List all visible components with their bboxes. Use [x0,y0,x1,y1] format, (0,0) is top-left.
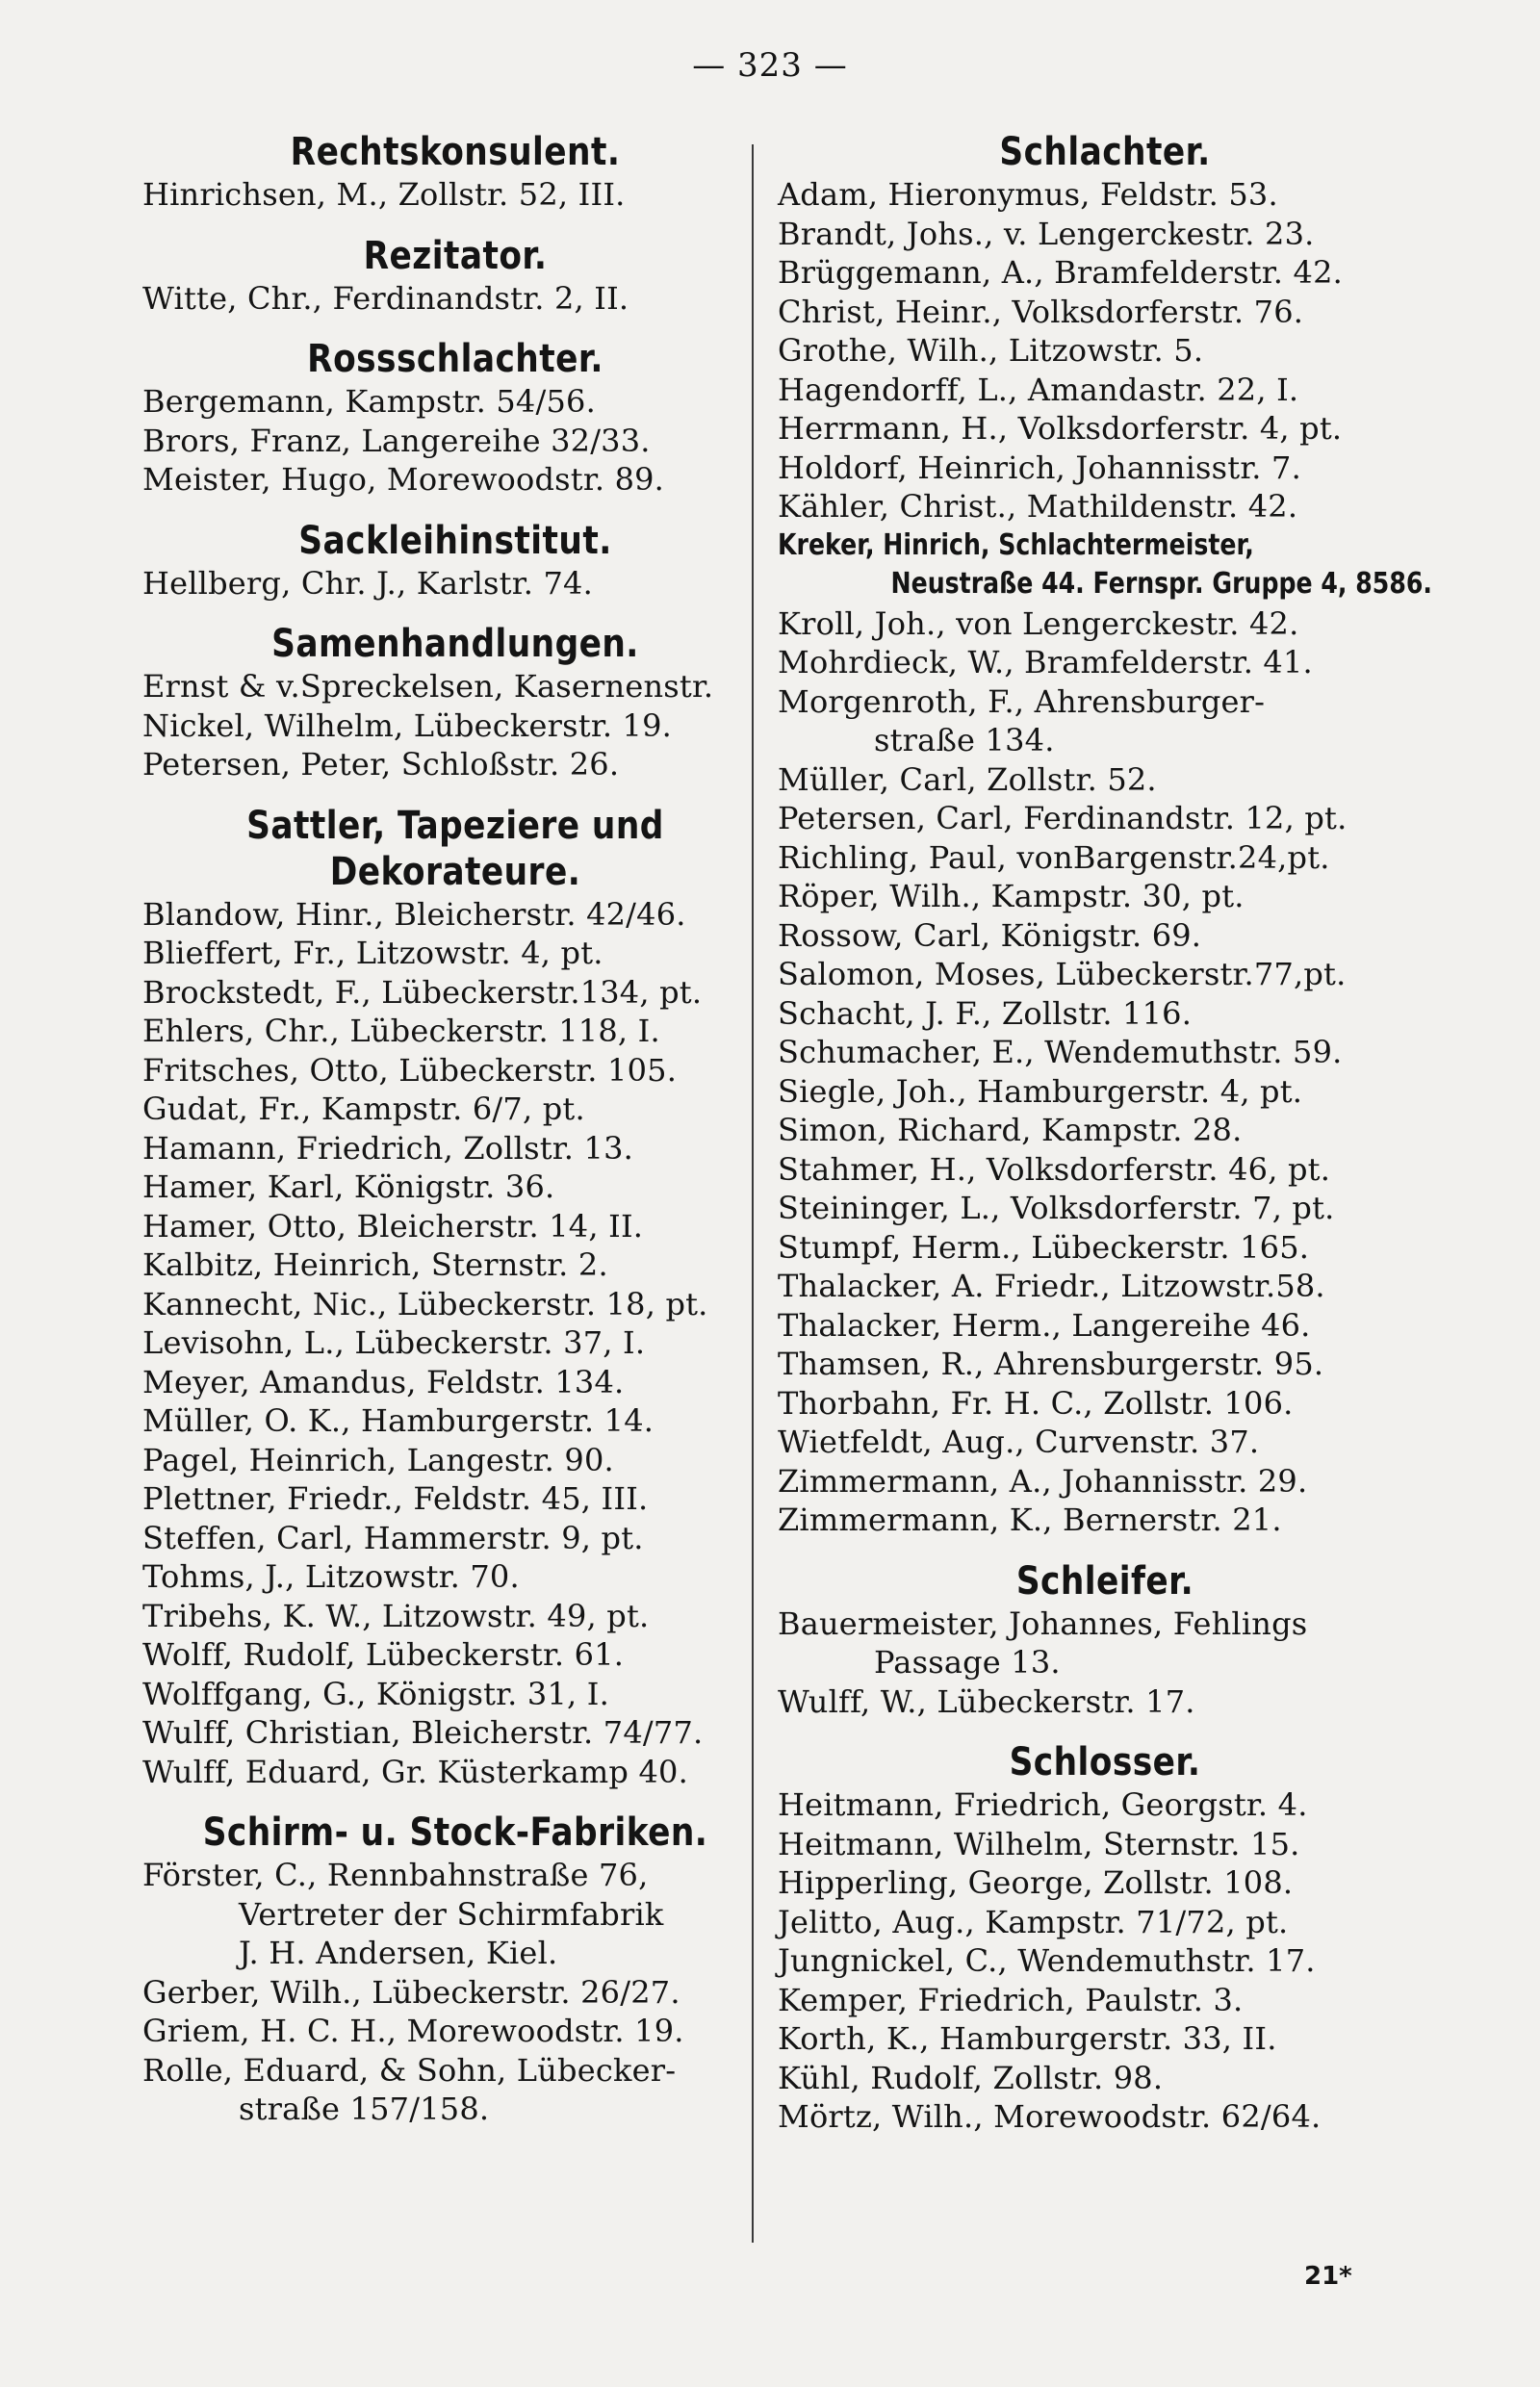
right-column [778,130,1432,2137]
section-heading: Rossschlachter. [307,337,603,381]
directory-entry: Gudat, Fr., Kampstr. 6/7, pt. [142,1091,585,1127]
directory-entry: Jelitto, Aug., Kampstr. 71/72, pt. [778,1903,1289,1940]
section-heading: Schlachter. [999,130,1211,174]
directory-entry: Thorbahn, Fr. H. C., Zollstr. 106. [778,1384,1294,1422]
entry-continuation: J. H. Andersen, Kiel. [239,1935,558,1971]
directory-entry: Wulff, Christian, Bleicherstr. 74/77. [142,1714,704,1751]
directory-entry: Kähler, Christ., Mathildenstr. 42. [778,488,1298,525]
directory-entry: Petersen, Peter, Schloßstr. 26. [142,746,620,783]
directory-section [778,1559,1432,1722]
directory-entry: Kannecht, Nic., Lübeckerstr. 18, pt. [142,1285,708,1322]
directory-entry: Kemper, Friedrich, Paulstr. 3. [778,1981,1244,2018]
directory-entry: Plettner, Friedr., Feldstr. 45, III. [142,1480,649,1517]
section-heading: Sackleihinstitut. [298,518,612,563]
directory-entry: Zimmermann, A., Johannisstr. 29. [778,1462,1308,1500]
directory-entry: Meyer, Amandus, Feldstr. 134. [142,1363,625,1400]
directory-entry: Christ, Heinr., Volksdorferstr. 76. [778,293,1304,330]
directory-entry: Kalbitz, Heinrich, Sternstr. 2. [142,1246,608,1283]
section-heading: Schlosser. [1009,1740,1201,1784]
directory-entry: Stumpf, Herm., Lübeckerstr. 165. [778,1228,1310,1266]
directory-entry: Bauermeister, Johannes, Fehlings [778,1604,1308,1642]
directory-entry: Ehlers, Chr., Lübeckerstr. 118, I. [142,1013,660,1049]
directory-entry: Fritsches, Otto, Lübeckerstr. 105. [142,1051,678,1089]
directory-entry: Schumacher, E., Wendemuthstr. 59. [778,1034,1343,1070]
directory-entry: Mörtz, Wilh., Morewoodstr. 62/64. [778,2098,1322,2135]
section-heading: Schleifer. [1015,1558,1194,1604]
directory-entry: Steininger, L., Volksdorferstr. 7, pt. [778,1190,1335,1226]
directory-entry: Blieffert, Fr., Litzowstr. 4, pt. [142,935,603,971]
directory-section [142,337,768,500]
directory-entry: Simon, Richard, Kampstr. 28. [778,1112,1243,1148]
directory-section [778,1740,1432,2137]
directory-entry: Brors, Franz, Langereihe 32/33. [142,422,651,459]
directory-entry: Kühl, Rudolf, Zollstr. 98. [778,2059,1164,2096]
section-heading: Sattler, Tapeziere und [246,803,664,848]
directory-entry: Heitmann, Wilhelm, Sternstr. 15. [778,1825,1300,1862]
directory-entry: Bergemann, Kampstr. 54/56. [142,383,596,420]
directory-entry: Heitmann, Friedrich, Georgstr. 4. [778,1786,1308,1823]
directory-entry: Mohrdieck, W., Bramfelderstr. 41. [778,644,1313,680]
directory-entry: Förster, C., Rennbahnstraße 76, [142,1857,649,1893]
section-heading: Rechtskonsulent. [290,130,621,174]
directory-section [142,130,768,215]
directory-entry: Wolffgang, G., Königstr. 31, I. [142,1675,609,1712]
directory-entry: Brandt, Johs., v. Lengerckestr. 23. [778,215,1315,252]
directory-entry: Wulff, W., Lübeckerstr. 17. [778,1682,1195,1720]
printer-signature: 21* [1304,2262,1352,2291]
section-heading: Samenhandlungen. [271,622,639,666]
directory-entry: Röper, Wilh., Kampstr. 30, pt. [778,878,1245,914]
directory-entry: Levisohn, L., Lübeckerstr. 37, I. [142,1324,646,1361]
directory-entry: Griem, H. C. H., Morewoodstr. 19. [142,2013,684,2049]
directory-entry: Thalacker, A. Friedr., Litzowstr.58. [778,1268,1325,1304]
entry-continuation: Vertreter der Schirmfabrik [239,1895,664,1933]
directory-entry: Rolle, Eduard, & Sohn, Lübecker- [142,2051,677,2089]
section-heading: Schirm- u. Stock-Fabriken. [202,1810,708,1855]
directory-section [142,1810,768,2129]
directory-section [778,130,1432,1540]
directory-entry: Siegle, Joh., Hamburgerstr. 4, pt. [778,1072,1303,1110]
entry-continuation: straße 157/158. [239,2091,490,2127]
directory-entry: Wolff, Rudolf, Lübeckerstr. 61. [142,1636,625,1673]
entry-continuation: straße 134. [874,722,1055,758]
directory-entry: Hagendorff, L., Amandastr. 22, I. [778,371,1299,408]
directory-entry: Herrmann, H., Volksdorferstr. 4, pt. [778,410,1343,447]
directory-entry: Morgenroth, F., Ahrensburger- [778,682,1266,720]
section-heading-continued: Dekorateure. [329,849,581,894]
left-column [142,130,768,2129]
directory-entry: Müller, Carl, Zollstr. 52. [778,760,1157,798]
directory-entry: Blandow, Hinr., Bleicherstr. 42/46. [142,895,686,933]
directory-entry: Hamer, Otto, Bleicherstr. 14, II. [142,1207,644,1245]
directory-entry: Witte, Chr., Ferdinandstr. 2, II. [142,279,629,317]
directory-section [142,804,768,1792]
directory-entry: Ernst & v.Spreckelsen, Kasernenstr. [142,668,714,705]
directory-entry: Adam, Hieronymus, Feldstr. 53. [778,176,1278,213]
directory-entry: Meister, Hugo, Morewoodstr. 89. [142,461,665,498]
directory-entry: Thalacker, Herm., Langereihe 46. [778,1306,1311,1344]
directory-entry: Tohms, J., Litzowstr. 70. [142,1558,520,1595]
directory-entry: Holdorf, Heinrich, Johannisstr. 7. [778,449,1301,486]
directory-entry: Richling, Paul, vonBargenstr.24,pt. [778,838,1330,876]
directory-entry: Thamsen, R., Ahrensburgerstr. 95. [778,1346,1324,1382]
directory-entry: Kreker, Hinrich, Schlachtermeister, [778,527,1254,562]
directory-entry: Nickel, Wilhelm, Lübeckerstr. 19. [142,706,673,744]
directory-entry: Hinrichsen, M., Zollstr. 52, III. [142,176,626,213]
directory-section [142,519,768,603]
directory-entry: Wietfeldt, Aug., Curvenstr. 37. [778,1424,1260,1460]
directory-entry: Tribehs, K. W., Litzowstr. 49, pt. [142,1597,650,1634]
directory-entry: Stahmer, H., Volksdorferstr. 46, pt. [778,1150,1331,1188]
directory-entry: Salomon, Moses, Lübeckerstr.77,pt. [778,956,1347,992]
entry-continuation: Passage 13. [874,1644,1061,1681]
section-heading: Rezitator. [363,233,548,278]
directory-entry: Hipperling, George, Zollstr. 108. [778,1864,1294,1901]
directory-entry: Zimmermann, K., Bernerstr. 21. [778,1502,1282,1538]
directory-entry: Brockstedt, F., Lübeckerstr.134, pt. [142,973,703,1011]
directory-section [142,234,768,319]
directory-entry: Hamer, Karl, Königstr. 36. [142,1168,555,1205]
directory-entry: Brüggemann, A., Bramfelderstr. 42. [778,254,1344,291]
directory-entry: Petersen, Carl, Ferdinandstr. 12, pt. [778,800,1348,836]
entry-continuation: Neustraße 44. Fernspr. Gruppe 4, 8586. [890,567,1432,601]
directory-entry: Wulff, Eduard, Gr. Küsterkamp 40. [142,1753,688,1790]
directory-entry: Grothe, Wilh., Litzowstr. 5. [778,332,1204,369]
directory-entry: Pagel, Heinrich, Langestr. 90. [142,1441,614,1478]
directory-entry: Hellberg, Chr. J., Karlstr. 74. [142,564,593,602]
directory-entry: Schacht, J. F., Zollstr. 116. [778,994,1193,1032]
directory-entry: Hamann, Friedrich, Zollstr. 13. [142,1129,633,1167]
page-number: — 323 — [692,46,848,85]
directory-entry: Korth, K., Hamburgerstr. 33, II. [778,2020,1277,2057]
directory-entry: Jungnickel, C., Wendemuthstr. 17. [778,1942,1316,1979]
directory-entry: Rossow, Carl, Königstr. 69. [778,916,1202,954]
directory-section [142,622,768,784]
directory-entry: Müller, O. K., Hamburgerstr. 14. [142,1402,654,1439]
directory-entry: Steffen, Carl, Hammerstr. 9, pt. [142,1519,644,1556]
directory-entry: Gerber, Wilh., Lübeckerstr. 26/27. [142,1973,680,2011]
directory-entry: Kroll, Joh., von Lengerckestr. 42. [778,604,1299,642]
